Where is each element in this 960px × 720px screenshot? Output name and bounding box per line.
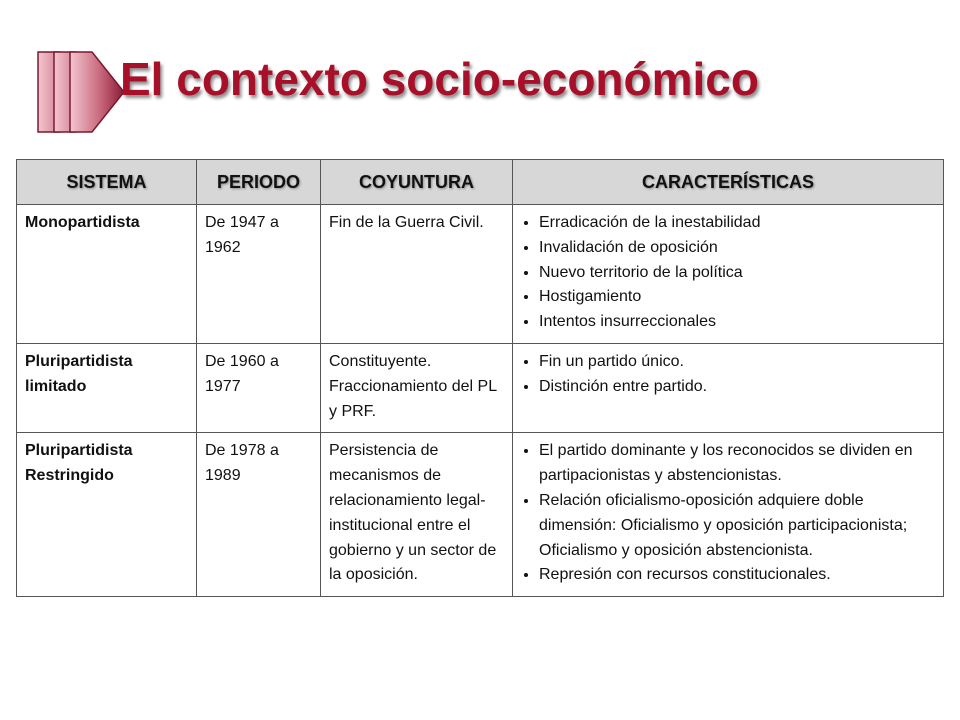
- cell-coyuntura: Persistencia de mecanismos de relacionamiento legal-institucional entre el gobierno y un sector de la oposición.: [321, 433, 513, 597]
- list-item: • Intentos insurreccionales: [539, 310, 935, 335]
- header-sistema: SISTEMA: [17, 160, 197, 205]
- list-item: • Erradicación de la inestabilidad: [539, 211, 935, 236]
- cell-periodo: De 1978 a 1989: [197, 433, 321, 597]
- triple-arrow-chevron-icon: [32, 46, 132, 138]
- table-row: [17, 343, 944, 432]
- list-item: • Hostigamiento: [539, 285, 935, 310]
- caracteristicas-list: [521, 439, 935, 588]
- cell-sistema: Pluripartidista limitado: [17, 343, 197, 432]
- cell-sistema: Monopartidista: [17, 205, 197, 344]
- list-item: • Relación oficialismo-oposición adquiere doble dimensión: Oficialismo y oposición participacionista; Oficialismo y oposición abstencionista.: [539, 489, 935, 563]
- header-periodo: PERIODO: [197, 160, 321, 205]
- table-header-row: [17, 160, 944, 205]
- list-item: • Nuevo territorio de la política: [539, 261, 935, 286]
- slide-title: El contexto socio-económico: [120, 53, 759, 105]
- table-row: [17, 433, 944, 597]
- header-caracteristicas: CARACTERÍSTICAS: [513, 160, 944, 205]
- list-item: • Invalidación de oposición: [539, 236, 935, 261]
- cell-coyuntura: Fin de la Guerra Civil.: [321, 205, 513, 344]
- caracteristicas-list: [521, 350, 935, 400]
- cell-coyuntura: Constituyente. Fraccionamiento del PL y PRF.: [321, 343, 513, 432]
- list-item: • Distinción entre partido.: [539, 375, 935, 400]
- cell-caracteristicas: [513, 205, 944, 344]
- list-item: • Fin un partido único.: [539, 350, 935, 375]
- cell-caracteristicas: [513, 433, 944, 597]
- cell-periodo: De 1947 a 1962: [197, 205, 321, 344]
- context-table: [16, 159, 944, 597]
- list-item: • Represión con recursos constitucionales.: [539, 563, 935, 588]
- header-coyuntura: COYUNTURA: [321, 160, 513, 205]
- list-item: • El partido dominante y los reconocidos se dividen en partipacionistas y abstencionistas.: [539, 439, 935, 489]
- cell-caracteristicas: [513, 343, 944, 432]
- cell-periodo: De 1960 a 1977: [197, 343, 321, 432]
- context-table-wrapper: [16, 159, 944, 597]
- caracteristicas-list: [521, 211, 935, 335]
- cell-sistema: Pluripartidista Restringido: [17, 433, 197, 597]
- table-row: [17, 205, 944, 344]
